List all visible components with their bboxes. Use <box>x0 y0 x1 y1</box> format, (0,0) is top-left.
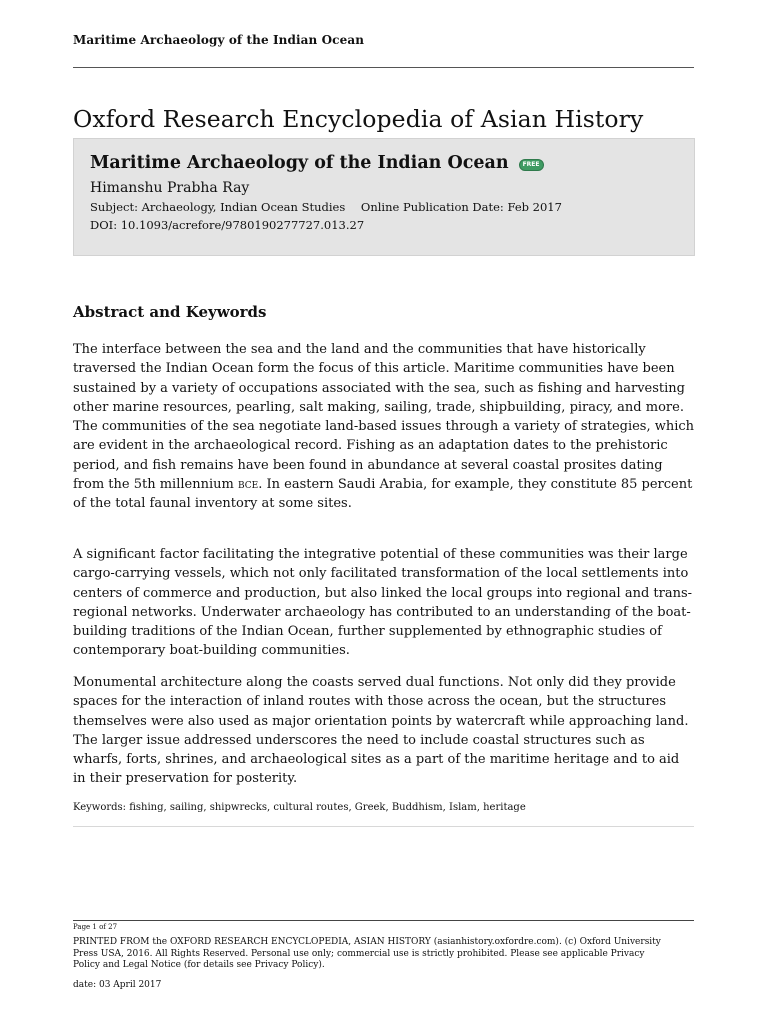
abstract-paragraph-1 <box>73 340 695 514</box>
print-date: date: 03 April 2017 <box>73 980 162 990</box>
abstract-paragraph-3: Monumental architecture along the coasts served dual functions. Not only did they provide spaces for the interaction of inland routes with those across the ocean, but the structures themselves were also used as major orientation points by watercraft while approaching land. The larger issue addressed underscores the need to include coastal structures such as wharfs, forts, shrines, and archaeological sites as a part of the maritime heritage and to aid in their preservation for posterity. <box>73 675 689 787</box>
article-title-text: Maritime Archaeology of the Indian Ocean <box>90 153 509 173</box>
keywords-divider <box>73 826 694 827</box>
page-number: Page 1 of 27 <box>73 923 118 931</box>
era-abbreviation: bce <box>237 477 259 493</box>
subject-value[interactable]: Archaeology, Indian Ocean Studies <box>141 200 346 214</box>
pubdate-label: Online Publication Date: <box>360 200 504 214</box>
printed-from-notice: PRINTED FROM the OXFORD RESEARCH ENCYCLOPEDIA, ASIAN HISTORY (asianhistory.oxfordre.com). (c) Oxford University Press USA, 2016. All Rights Reserved. Personal use only; commercial use is strictly prohibited. Please see applicable Privacy Policy and Legal Notice (for details see Privacy Policy). <box>73 937 661 970</box>
encyclopedia-title: Oxford Research Encyclopedia of Asian History <box>73 105 644 133</box>
abstract-paragraph-2: A significant factor facilitating the integrative potential of these communities was their large cargo-carrying vessels, which not only facilitated transformation of the local settlements into centers of commerce and production, but also linked the local groups into regional and trans-regional networks. Underwater archaeology has contributed to an understanding of the boat-building traditions of the Indian Ocean, further supplemented by ethnographic studies of contemporary boat-building communities. <box>73 547 693 659</box>
p1-text-before: The interface between the sea and the land and the communities that have historically traversed the Indian Ocean form the focus of this article. Maritime communities have been sustained by a variety of occupations associated with the sea, such as fishing and harvesting other marine resources, pearling, salt making, sailing, trade, shipbuilding, piracy, and more. The communities of the sea negotiate land-based issues through a variety of strategies, which are evident in the archaeological record. Fishing as an adaptation dates to the prehistoric period, and fish remains have been found in abundance at several coastal prosites dating from the 5th millennium <box>73 342 695 493</box>
doi-label: DOI: <box>90 218 118 232</box>
article-title <box>90 153 544 173</box>
subject-line <box>90 200 562 214</box>
free-access-badge: FREE <box>519 159 544 171</box>
abstract-heading: Abstract and Keywords <box>73 303 267 321</box>
header-divider <box>73 67 694 68</box>
doi-value[interactable]: 10.1093/acrefore/9780190277727.013.27 <box>120 218 365 232</box>
keywords-line: Keywords: fishing, sailing, shipwrecks, cultural routes, Greek, Buddhism, Islam, heritage <box>73 802 526 813</box>
p1-text-after: . In eastern Saudi Arabia, for example, they constitute 85 percent of the total faunal inventory at some sites. <box>73 477 693 512</box>
footer-divider <box>73 920 694 921</box>
article-metadata-box <box>73 138 695 256</box>
subject-label: Subject: <box>90 200 138 214</box>
running-header-title: Maritime Archaeology of the Indian Ocean <box>73 33 365 47</box>
article-author[interactable]: Himanshu Prabha Ray <box>90 180 250 196</box>
pubdate-value: Feb 2017 <box>507 200 562 214</box>
doi-line <box>90 218 364 232</box>
